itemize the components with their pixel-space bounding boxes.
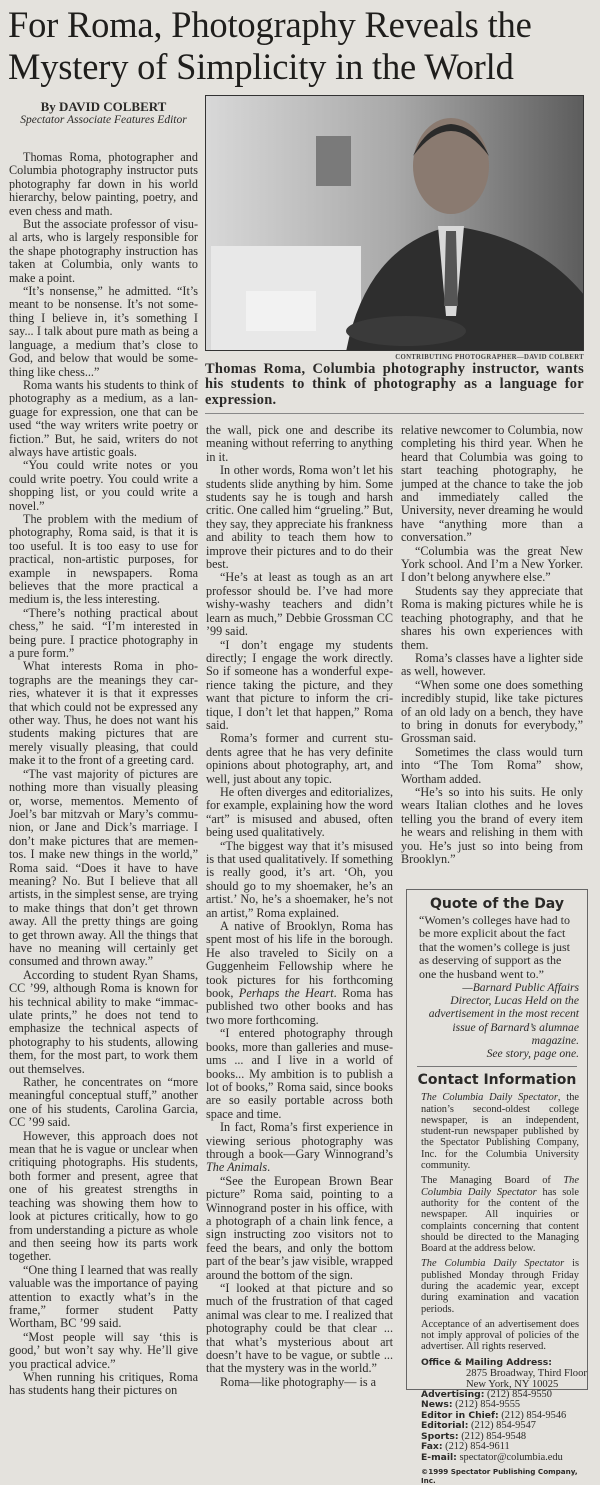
paragraph: relative newcomer to Columbia, now completing his third year. When he heard that Columbia was going to start teaching photography, he jumped at the chance to take the job and immediately called the University, never dreaming he would have “anything more than a conversation.” [401,423,583,545]
text-run: In fact, Roma’s first experience in viewing serious photography was through a book—Gary Winnogrand’s [206,1120,393,1161]
address-label: Office & Mailing Address: [421,1356,552,1368]
paragraph: According to student Ryan Shams, CC ’99, although Roma is known for his technical ability to make “immaculate prints,” he does not tend to emphasize the technical aspects of photography to his students, allowing them, for the most part, to work them out themselves. [9,967,198,1076]
paragraph: “When some one does something incredibly stupid, like take pictures of an old lady on a bench, they have to bring in donuts for everybody,” Grossman said. [401,677,583,746]
contact-value: (212) 854-9547 [471,1420,536,1432]
headline-line-2: Mystery of Simplicity in the World [8,46,514,87]
contact-label: Editor in Chief: [421,1409,499,1421]
paragraph: He often diverges and editorializes, for example, explaining how the word “art” is misused and abused, often being used qualitatively. [206,784,393,840]
text-run: . [267,1160,271,1175]
text-run: is published Monday through Friday during the academic year, except during examination and vacation periods. [421,1258,579,1315]
paragraph: “I entered photography through books, more than galleries and museums ... and I live in a world of books... My ambition is to publish a lot of books,” Roma said, since books are so easily portable across both space and time. [206,1026,393,1121]
byline [9,99,198,127]
box-divider [417,1066,577,1067]
paragraph: When running his critiques, Roma has students hang their pictures on [9,1369,198,1398]
paragraph: Students say they appreciate that Roma is making pictures while he is teaching photography, and that he shares his own experiences with them. [401,583,583,652]
text-run: , the nation’s second-oldest college newspaper, is an independent, student-run newspaper published by the Spectator Publishing Company, Inc. for the Columbia University community. [421,1092,580,1172]
paragraph: “The vast majority of pictures are nothing more than visually pleasing or, worse, mementos. Memento of Joel’s bar mitzvah or Mary’s communion, or Jane and Dick’s marriage. I don’t make pictures that are mementos. I make new things in the world,” Roma said. “Does it have to have meaning? No. But I believe that all artists, in the simplest sense, are trying to make things that don’t get thrown away. All the pretty things are going to get thrown away. All the things that have no meaning will certainly get consumed and thrown away.” [9,766,198,969]
paragraph: The problem with the medium of photography, Roma said, is that it is too useful. It is too easy to use for practical, non-artistic purposes, for example in newspapers. Roma believes that the more practical a medium is, the less interesting. [9,511,198,607]
paragraph: the wall, pick one and describe its meaning without referring to anything in it. [206,423,393,464]
text-run: has sole authority for the content of the newspaper. All inquiries or complaints concerning that content should be directed to the Managing Board at the address below. [421,1186,579,1255]
paragraph: “The biggest way that it’s misused is that used qualitatively. If something is really good, it’s art. ‘Oh, you should go to my shoemaker, he’s an artist.’ No, he’s a shoemaker, he’s not an artist,” Roma explained. [206,838,393,920]
contact-label: Editorial: [421,1420,469,1432]
sidebar-box [406,889,588,1485]
author-name: By DAVID COLBERT [40,99,167,114]
paragraph [407,1319,587,1353]
paragraph: “Most people will say ‘this is good,’ but won’t say why. He’ll give you practical advice.” [9,1329,198,1371]
contact-numbers [407,1390,587,1463]
quote-attribution: —Barnard Public Affairs Director, Lucas Held on the advertisement in the most recent issue of Barnard’s alumnae magazine. [428,981,579,1047]
paragraph: “One thing I learned that was really valuable was the importance of paying attention to exactly what’s in the frame,” former student Patty Wortham, BC ’99 said. [9,1262,198,1331]
headline-line-1: For Roma, Photography Reveals the [8,4,532,45]
text-run: A native of Brooklyn, Roma has spent most of his life in the borough. He also traveled to Sicily on a Guggenheim Fellowship where he took pictures for his forthcoming book, [206,919,393,1001]
text-run: The Managing Board of [421,1175,564,1187]
contact-title: Contact Information [417,1072,577,1089]
address-line-2: New York, NY 10025 [466,1379,559,1391]
italic-title: The Animals [206,1160,268,1175]
article-photo [205,95,584,351]
paragraph: “He’s so into his suits. He only wears Italian clothes and he loves telling you the brand of every item he wears and relishing in them with you. He’s just so into being from Brooklyn.” [401,784,583,866]
italic-title: The Columbia Daily Spectator [421,1175,579,1198]
paragraph [206,920,393,1027]
contact-value: (212) 854-9555 [455,1399,521,1411]
paragraph: However, this approach does not mean that he is vague or unclear when critiquing photographs. His students, both former and present, agree that one of his greatest strengths in teaching was showing them how to look at pictures critically, how to go from understanding a picture as whole and then seeing how its parts work together. [9,1128,198,1264]
paragraph: But the associate professor of visual arts, who is largely responsible for the shape photography instruction has taken at Columbia, only wants to make a point. [9,217,198,285]
contact-information [407,1072,587,1485]
contact-paragraphs [407,1092,587,1353]
article-column-3 [401,424,583,866]
photo-credit: CONTRIBUTING PHOTOGRAPHER—DAVID COLBERT [395,354,584,361]
paragraph: In other words, Roma won’t let his students slide anything by him. Some students say he is tough and harsh critic. One called him “grueling.” But, they say, they appreciate his frankness and ability to teach them how to improve their pictures and to do their best. [206,463,393,572]
article-column-1 [9,151,198,1398]
paragraph: “I don’t engage my students directly; I engage the work directly. So if someone has a wonderful experience taking the picture, and they want that picture to inform the critique, I don’t let that happen,” Roma said. [206,637,393,732]
text-run: . Roma has published two other books and has two more forthcoming. [206,986,394,1027]
paragraph: Roma’s classes have a lighter side as well, however. [401,650,583,679]
italic-title: The Columbia Daily Spectator [421,1258,565,1270]
quote-text: “Women’s colleges have had to be more explicit about the fact that the women’s college is just as deserving of support as the one the husband went to.” [419,913,570,981]
paragraph [407,1258,587,1314]
article-column-2 [206,424,393,1389]
text-run: Acceptance of an advertisement does not imply approval of policies of the advertiser. All rights reserved. [421,1318,579,1353]
paragraph: Roma’s former and current students agree that he has very definite opinions about photography, art, and well, just about any topic. [206,731,393,786]
headline [8,4,598,88]
contact-value: (212) 854-9546 [501,1409,567,1421]
italic-title: The Columbia Daily Spectator [421,1092,558,1104]
contact-label: Advertising: [421,1389,485,1401]
address-line-1: 2875 Broadway, Third Floor [466,1368,587,1380]
paragraph: “It’s nonsense,” he admitted. “It’s meant to be nonsense. It’s not something I believe in, it’s something I say... I talk about pure math as being a language, a medium that’s close to God, and below that would be something like chess...” [9,284,198,379]
paragraph: “You could write notes or you could write poetry. You could write a shopping list, or you could write a novel.” [9,458,198,513]
paragraph: “I looked at that picture and so much of the frustration of that caged animal was clear to me. I realized that photography could be that clear ... that what’s mysterious about art doesn’t have to be vague, or subtle ... that the mystery was in the world.” [206,1281,393,1376]
italic-title: Perhaps the Heart [238,986,334,1001]
photo-portrait-illustration [206,96,584,351]
quote-title: Quote of the Day [430,896,564,912]
contact-value: (212) 854-9550 [487,1389,552,1401]
paragraph [206,1121,393,1175]
paragraph: Rather, he concentrates on “more meaningful conceptual stuff,” another one of his students, Carolina Garcia, CC ’99 said. [9,1075,198,1130]
contact-label: Sports: [421,1430,459,1442]
paragraph [407,1175,587,1254]
paragraph: Roma—like photography— is a [220,1374,377,1389]
paragraph: Thomas Roma, photographer and Columbia photography instructor puts photography far down in his world hierarchy, below painting, poetry, and even chess and math. [9,150,198,218]
paragraph: Roma wants his students to think of photography as a medium, as a language for expression, one that can be used “the way writers write poetry or fiction.” But, he said, writers do not always have artistic goals. [9,377,198,459]
author-title: Spectator Associate Features Editor [20,114,187,126]
paragraph: “See the European Brown Bear picture” Roma said, pointing to a Winnogrand poster in his office, with a photograph of a chain link fence, a sign instructing zoo visitors not to feed the bears, and only the bottom part of the bear’s jaw visible, wrapped around the bottom of the sign. [206,1173,393,1282]
contact-value: (212) 854-9611 [445,1441,510,1453]
contact-label: Fax: [421,1441,443,1453]
paragraph: “Columbia was the great New York school. And I’m a New Yorker. I don’t belong anywhere else.” [401,543,583,585]
paragraph: What interests Roma in photographs are the meanings they carries, whatever it is that it expresses that which could not be expressed any other way. Thus, he does not want his students making pictures that are merely visually pleasing, that could make it to the front of a greeting card. [9,659,198,768]
paragraph: “He’s at least as tough as an art professor should be. I’ve had more wishy-washy teachers and didn’t learn as much,” Debbie Grossman CC ’99 said. [206,570,393,639]
copyright: ©1999 Spectator Publishing Company, Inc. [421,1466,578,1485]
paragraph [407,1092,587,1171]
paragraph: “There’s nothing practical about chess,” he said. “I’m interested in being pure. I practice photography in a pure form.” [9,605,198,661]
paragraph: Sometimes the class would turn into “The Tom Roma” show, Wortham added. [401,744,583,786]
quote-of-the-day [407,896,587,1060]
contact-label: E-mail: [421,1451,457,1463]
contact-value: (212) 854-9548 [461,1430,527,1442]
see-story-reference: See story, page one. [486,1047,579,1061]
contact-value[interactable]: spectator@columbia.edu [459,1451,563,1463]
photo-caption: Thomas Roma, Columbia photography instructor, wants his students to think of photography as a language for expression. [205,361,584,408]
contact-label: News: [421,1399,453,1411]
contact-number-row [407,1453,587,1463]
caption-divider [205,413,584,414]
